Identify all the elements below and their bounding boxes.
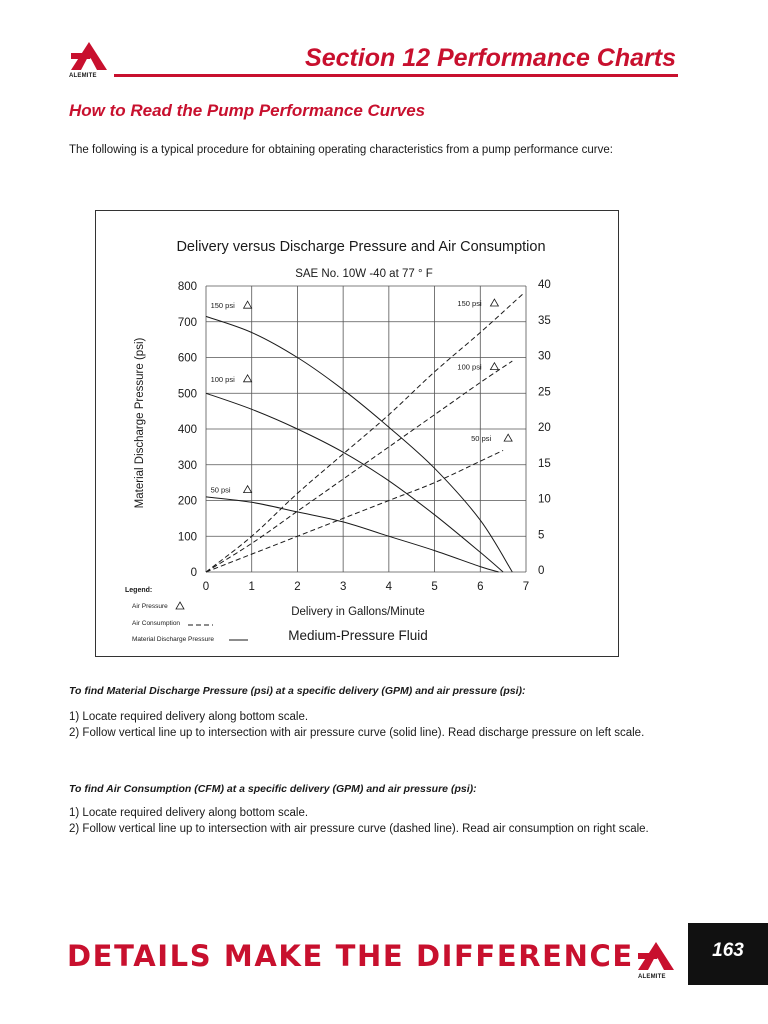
section-title: Section 12 Performance Charts — [305, 44, 676, 72]
chart-series — [206, 293, 524, 572]
y-right-tick-label: 40 — [538, 279, 551, 291]
legend-title: Legend: — [125, 587, 153, 594]
series-line-solid-2 — [206, 497, 499, 572]
series-label: 100 psi — [457, 362, 482, 372]
page-subtitle: How to Read the Pump Performance Curves — [69, 101, 426, 120]
y-right-tick-label: 5 — [538, 529, 545, 542]
y-left-tick-label: 400 — [177, 424, 197, 436]
series-line-dashed-3 — [206, 293, 524, 572]
air-pressure-triangle-icon — [490, 363, 498, 370]
air-pressure-triangle-icon — [244, 375, 252, 382]
alemite-a-icon — [634, 940, 678, 973]
procedure-1-step-2: 2) Follow vertical line up to intersection with air pressure curve (solid line). Read discharge pressure on left scale. — [69, 726, 645, 739]
chart-subtitle: SAE No. 10W -40 at 77 ° F — [295, 268, 433, 280]
y-left-tick-label: 0 — [190, 567, 197, 579]
air-pressure-triangle-icon — [244, 486, 252, 493]
x-tick-label: 6 — [477, 581, 484, 593]
series-line-dashed-5 — [206, 450, 503, 572]
series-label: 150 psi — [457, 299, 482, 309]
y-left-tick-label: 700 — [177, 316, 197, 329]
chart-title: Delivery versus Discharge Pressure and Air Consumption — [176, 239, 546, 255]
y-left-tick-label: 200 — [177, 495, 197, 508]
procedure-1-heading: To find Material Discharge Pressure (psi) at a specific delivery (GPM) and air pressure (psi): — [69, 685, 526, 697]
y-right-tick-label: 10 — [538, 493, 551, 506]
procedure-2-steps — [69, 806, 689, 837]
legend-item-discharge-pressure: Material Discharge Pressure — [132, 636, 215, 643]
x-axis-label: Delivery in Gallons/Minute — [291, 606, 425, 618]
y-left-tick-label: 500 — [177, 388, 197, 401]
legend-triangle-icon — [176, 602, 184, 609]
logo-text: ALEMITE — [638, 974, 666, 980]
y-right-tick-label: 25 — [538, 386, 551, 399]
alemite-logo-top — [67, 40, 111, 79]
header-rule — [114, 74, 678, 77]
intro-text: The following is a typical procedure for obtaining operating characteristics from a pump performance curve: — [69, 144, 613, 156]
series-label: 150 psi — [210, 301, 235, 311]
alemite-logo-bottom — [634, 940, 678, 980]
logo-text: ALEMITE — [69, 73, 97, 79]
y-left-tick-label: 300 — [177, 459, 197, 472]
y-right-tick-label: 15 — [538, 457, 551, 470]
footer-tagline: DETAILS MAKE THE DIFFERENCE — [67, 939, 634, 973]
x-tick-label: 1 — [248, 581, 255, 593]
y-left-tick-label: 600 — [177, 352, 197, 365]
series-label: 100 psi — [210, 374, 235, 384]
y-right-tick-label: 35 — [538, 314, 551, 327]
series-line-solid-1 — [206, 393, 503, 572]
legend-item-air-consumption: Air Consumption — [132, 620, 181, 627]
x-tick-label: 3 — [339, 581, 347, 593]
procedure-2-step-1: 1) Locate required delivery along bottom scale. — [69, 807, 309, 819]
procedure-2-step-2: 2) Follow vertical line up to intersection with air pressure curve (dashed line). Read air consumption on right scale. — [69, 822, 649, 835]
alemite-a-icon — [67, 40, 111, 73]
y-left-tick-label: 100 — [177, 531, 197, 544]
series-label: 50 psi — [471, 434, 492, 444]
y-left-tick-label: 800 — [177, 281, 197, 293]
chart-legend — [125, 587, 248, 643]
performance-chart — [95, 210, 619, 657]
procedure-1-steps — [69, 710, 689, 741]
y-right-tick-label: 0 — [538, 565, 545, 577]
air-pressure-triangle-icon — [504, 434, 512, 441]
air-pressure-triangle-icon — [244, 301, 252, 308]
legend-item-air-pressure: Air Pressure — [132, 603, 168, 610]
chart-svg — [96, 211, 618, 656]
procedure-2-heading: To find Air Consumption (CFM) at a specific delivery (GPM) and air pressure (psi): — [69, 783, 477, 795]
x-tick-label: 5 — [431, 581, 438, 593]
x-tick-label: 4 — [385, 581, 393, 593]
procedure-1-step-1: 1) Locate required delivery along bottom scale. — [69, 711, 309, 723]
y-right-tick-label: 30 — [538, 350, 551, 363]
x-tick-label: 2 — [294, 581, 301, 593]
y-right-tick-label: 20 — [538, 422, 551, 434]
series-label: 50 psi — [210, 485, 231, 495]
chart-footer: Medium-Pressure Fluid — [288, 628, 428, 643]
y-axis-label: Material Discharge Pressure (psi) — [134, 337, 146, 509]
x-tick-label: 0 — [202, 581, 210, 593]
air-pressure-triangle-icon — [490, 299, 498, 306]
x-tick-label: 7 — [522, 581, 530, 593]
page-number: 163 — [712, 940, 744, 961]
